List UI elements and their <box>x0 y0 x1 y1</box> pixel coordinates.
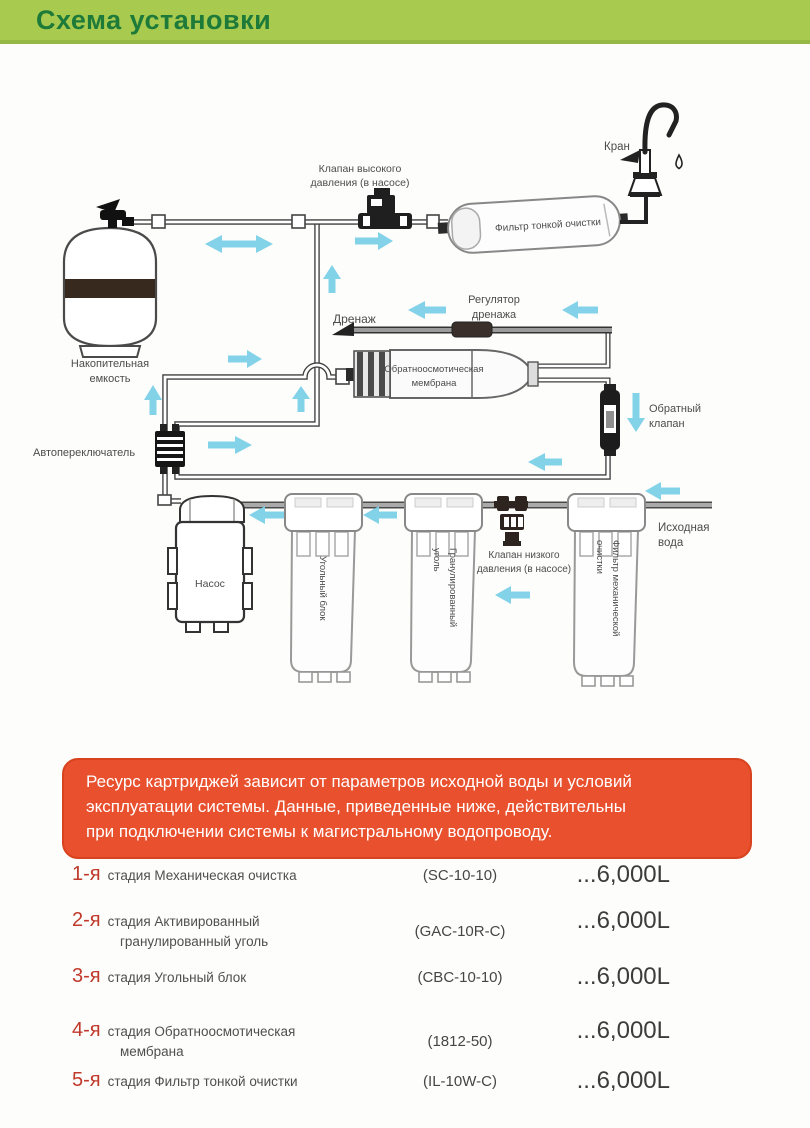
hp-valve-label-line2: давления (в насосе) <box>310 177 410 189</box>
autoswitch <box>155 424 185 474</box>
filter2-label-line2: уголь <box>431 548 442 572</box>
filter-mechanical <box>568 494 645 686</box>
notice-box <box>62 758 752 859</box>
flow-arrow <box>355 232 393 250</box>
stage-number: 3-я <box>72 965 101 987</box>
tank-label-line2: емкость <box>89 373 131 385</box>
stage-name-line2: мембрана <box>120 1044 184 1059</box>
filter2-label-line1: Гранулированный <box>447 548 458 628</box>
filter3-label-line2: очистки <box>594 540 605 574</box>
flow-arrow <box>495 586 530 604</box>
stage-name <box>72 966 246 988</box>
flow-arrow <box>292 386 310 412</box>
fine-filter <box>437 194 630 255</box>
membrane-label-line1: Обратноосмотическая <box>384 364 484 375</box>
stage-resource: ...6,000L <box>576 1017 670 1044</box>
autoswitch-label: Автопереключатель <box>33 447 136 459</box>
stage-number: 1-я <box>72 863 101 885</box>
drain-regulator-label-line2: дренажа <box>471 309 517 321</box>
stage-resource: ...6,000L <box>576 907 670 934</box>
flow-arrow <box>144 385 162 415</box>
high-pressure-valve <box>358 188 412 229</box>
hp-valve-label-line1: Клапан высокого <box>318 163 402 175</box>
pump-label: Насос <box>195 578 225 590</box>
source-water-label-line2: вода <box>658 537 684 549</box>
drain-regulator-label-line1: Регулятор <box>468 294 520 306</box>
stage-code: (CBC-10-10) <box>417 969 503 986</box>
stage-name <box>72 864 297 886</box>
stage-name-text: стадия Фильтр тонкой очистки <box>107 1074 298 1089</box>
drain-label: Дренаж <box>333 312 376 326</box>
lp-valve-label-line1: Клапан низкого <box>488 550 560 561</box>
check-valve-label-line1: Обратный <box>649 403 702 415</box>
notice-line: при подключении системы к магистральному водопроводу. <box>86 821 553 841</box>
stage-resource: ...6,000L <box>576 1067 670 1094</box>
faucet-label: Кран <box>604 141 630 153</box>
flow-arrow <box>408 301 446 319</box>
stage-name-text: стадия Угольный блок <box>107 970 247 985</box>
flow-arrow <box>208 436 252 454</box>
flow-arrow <box>562 301 598 319</box>
low-pressure-valve <box>494 496 528 546</box>
check-valve <box>600 384 620 456</box>
flow-arrow <box>228 350 262 368</box>
pump <box>168 496 252 632</box>
filter-carbon-block <box>285 494 362 682</box>
stage-code: (1812-50) <box>427 1033 493 1050</box>
filter-granulated-carbon <box>405 494 482 682</box>
stage-code: (GAC-10R-C) <box>414 923 506 940</box>
flow-arrow <box>363 506 397 524</box>
flow-arrow <box>323 265 341 293</box>
stage-name-text: стадия Механическая очистка <box>107 868 297 883</box>
stage-name-text: стадия Обратноосмотическая <box>107 1024 296 1039</box>
source-water-label-line1: Исходная <box>658 522 710 534</box>
tank-valve <box>96 199 134 228</box>
stage-name <box>72 910 268 952</box>
flow-arrow <box>249 506 284 524</box>
stage-code: (IL-10W-C) <box>423 1073 497 1090</box>
notice-line: Ресурс картриджей зависит от параметров исходной воды и условий <box>86 772 632 791</box>
flow-arrow <box>205 235 273 253</box>
check-valve-label-line2: клапан <box>649 418 685 430</box>
ro-membrane <box>346 350 538 398</box>
drain-regulator <box>452 322 492 337</box>
stage-number: 2-я <box>72 909 101 931</box>
flow-arrow <box>627 393 645 432</box>
stage-number: 5-я <box>72 1069 101 1091</box>
flow-arrow <box>645 482 680 500</box>
fine-filter-label: Фильтр тонкой очистки <box>494 216 602 235</box>
stage-name-line2: гранулированный уголь <box>120 934 269 949</box>
stage-name <box>72 1070 298 1092</box>
page-title: Схема установки <box>36 5 272 35</box>
filter3-label-line1: Фильтр механической <box>610 540 621 637</box>
stage-name-text: стадия Активированный <box>107 914 260 929</box>
faucet <box>620 105 682 222</box>
stage-resource: ...6,000L <box>576 963 670 990</box>
tank-label-line1: Накопительная <box>70 358 150 370</box>
notice-line: эксплуатации системы. Данные, приведенные ниже, действительны <box>86 796 626 816</box>
stage-code: (SC-10-10) <box>422 867 498 884</box>
membrane-label-line2: мембрана <box>411 378 457 389</box>
lp-valve-label-line2: давления (в насосе) <box>476 564 572 575</box>
flow-arrow <box>528 453 562 471</box>
water-drop-icon <box>676 155 682 169</box>
filter1-label: Угольный блок <box>317 556 328 621</box>
stage-resource: ...6,000L <box>576 861 670 888</box>
stage-number: 4-я <box>72 1019 101 1041</box>
stage-name <box>72 1020 295 1062</box>
